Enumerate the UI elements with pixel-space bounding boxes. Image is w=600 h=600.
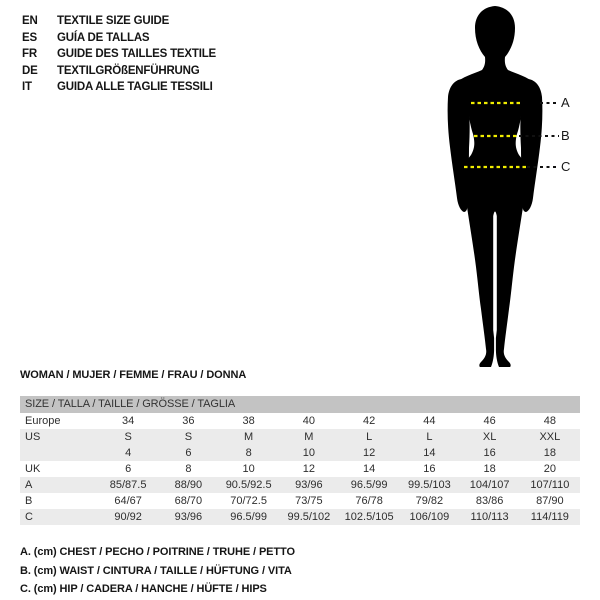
language-title: GUIDA ALLE TAGLIE TESSILI [57, 81, 213, 94]
language-row [22, 30, 216, 47]
marker-label-c: C [561, 159, 571, 174]
language-code: ES [22, 31, 37, 44]
size-value-cell: 70/72.5 [230, 495, 267, 507]
legend-line-c: C. (cm) HIP / CADERA / HANCHE / HÜFTE / HIPS [20, 583, 267, 595]
measurement-figure [415, 0, 600, 380]
size-value-cell: 87/90 [536, 495, 564, 507]
marker-label-b: B [561, 128, 570, 143]
language-row [22, 13, 216, 30]
size-value-cell: 38 [242, 415, 255, 427]
row-label: A [25, 479, 33, 491]
size-value-cell: 68/70 [174, 495, 203, 507]
language-title: GUÍA DE TALLAS [57, 31, 150, 44]
row-label [20, 445, 98, 461]
size-value-cell: 18 [483, 463, 496, 475]
size-value-cell: 18 [543, 447, 556, 459]
size-value-cell: 85/87.5 [109, 479, 147, 491]
language-code: IT [22, 81, 32, 94]
size-value-cell: 106/109 [409, 511, 450, 523]
size-value-cell: 83/86 [475, 495, 504, 507]
size-value-cell: M [304, 431, 314, 443]
size-value-cell: 8 [185, 463, 192, 475]
size-value-cell: 10 [242, 463, 255, 475]
size-value-cell: 96.5/99 [350, 479, 388, 491]
gender-title: WOMAN / MUJER / FEMME / FRAU / DONNA [20, 369, 247, 381]
size-value-cell: 12 [302, 463, 315, 475]
size-value-cell: 36 [182, 415, 195, 427]
size-value-cell: 93/96 [174, 511, 203, 523]
row-label: Europe [25, 415, 61, 427]
size-value-cell: 76/78 [355, 495, 383, 507]
size-value-cell: 48 [543, 415, 556, 427]
language-code: FR [22, 48, 37, 61]
size-value-cell: 64/67 [114, 495, 142, 507]
size-value-cell: 46 [483, 415, 496, 427]
table-row-b [20, 493, 580, 509]
size-value-cell: L [426, 431, 433, 443]
size-value-cell: 110/113 [470, 511, 509, 523]
size-value-cell: 93/96 [295, 479, 323, 491]
size-value-cell: 114/119 [530, 511, 569, 523]
size-value-cell: M [244, 431, 254, 443]
left-arm-silhouette [448, 79, 470, 212]
marker-label-a: A [561, 95, 570, 110]
size-value-cell: 16 [483, 447, 496, 459]
size-value-cell: 102.5/105 [344, 511, 394, 523]
size-value-cell: 10 [302, 447, 315, 459]
size-value-cell: 90/92 [114, 511, 142, 523]
table-row-uk [20, 461, 580, 477]
size-value-cell: S [124, 431, 132, 443]
size-value-cell: 104/107 [469, 479, 510, 491]
size-value-cell: 14 [363, 463, 376, 475]
table-row-a [20, 477, 580, 493]
size-value-cell: 34 [122, 415, 135, 427]
size-value-cell: 4 [125, 447, 132, 459]
table-row-europe [20, 413, 580, 429]
size-value-cell: 90.5/92.5 [225, 479, 272, 491]
size-value-cell: S [184, 431, 193, 443]
size-value-cell: 96.5/99 [230, 511, 267, 523]
table-row-us-numeric [20, 445, 580, 461]
table-row-c [20, 509, 580, 525]
table-row-us [20, 429, 580, 445]
size-value-cell: 99.5/102 [287, 511, 331, 523]
size-value-cell: 14 [423, 447, 436, 459]
size-value-cell: 20 [543, 463, 556, 475]
size-value-cell: 6 [125, 463, 132, 475]
size-value-cell: 12 [363, 447, 376, 459]
language-title: TEXTILE SIZE GUIDE [57, 15, 170, 28]
row-label: C [25, 511, 33, 523]
size-value-cell: L [366, 431, 373, 443]
woman-silhouette-graphic [415, 0, 600, 380]
language-row [22, 79, 216, 96]
size-value-cell: 16 [423, 463, 436, 475]
language-title-list [22, 13, 216, 96]
language-title: GUIDE DES TAILLES TEXTILE [57, 48, 216, 61]
size-value-cell: 73/75 [295, 495, 323, 507]
language-title: TEXTILGRÖßENFÜHRUNG [57, 64, 200, 77]
language-row [22, 63, 216, 80]
language-row [22, 46, 216, 63]
size-value-cell: 88/90 [174, 479, 203, 491]
size-value-cell: 44 [423, 415, 436, 427]
row-label: UK [25, 463, 41, 475]
size-table-rows [20, 413, 580, 525]
size-value-cell: 8 [245, 447, 252, 459]
size-value-cell: 79/82 [415, 495, 444, 507]
measurement-legend [20, 543, 295, 599]
legend-line-b: B. (cm) WAIST / CINTURA / TAILLE / HÜFTUNG / VITA [20, 564, 292, 577]
size-table-header: SIZE / TALLA / TAILLE / GRÖSSE / TAGLIA [20, 396, 580, 413]
size-value-cell: 40 [302, 415, 315, 427]
language-code: DE [22, 64, 38, 77]
size-table [20, 396, 580, 525]
size-value-cell: 107/110 [530, 479, 570, 491]
size-value-cell: 99.5/103 [407, 479, 451, 491]
language-code: EN [22, 15, 38, 28]
row-label: B [25, 495, 33, 507]
row-label: US [25, 431, 41, 443]
size-value-cell: 6 [185, 447, 192, 459]
size-value-cell: XXL [539, 431, 561, 443]
right-arm-silhouette [520, 79, 542, 212]
size-value-cell: XL [482, 431, 497, 443]
legend-line-a: A. (cm) CHEST / PECHO / POITRINE / TRUHE / PETTO [20, 546, 295, 558]
size-value-cell: 42 [363, 415, 376, 427]
